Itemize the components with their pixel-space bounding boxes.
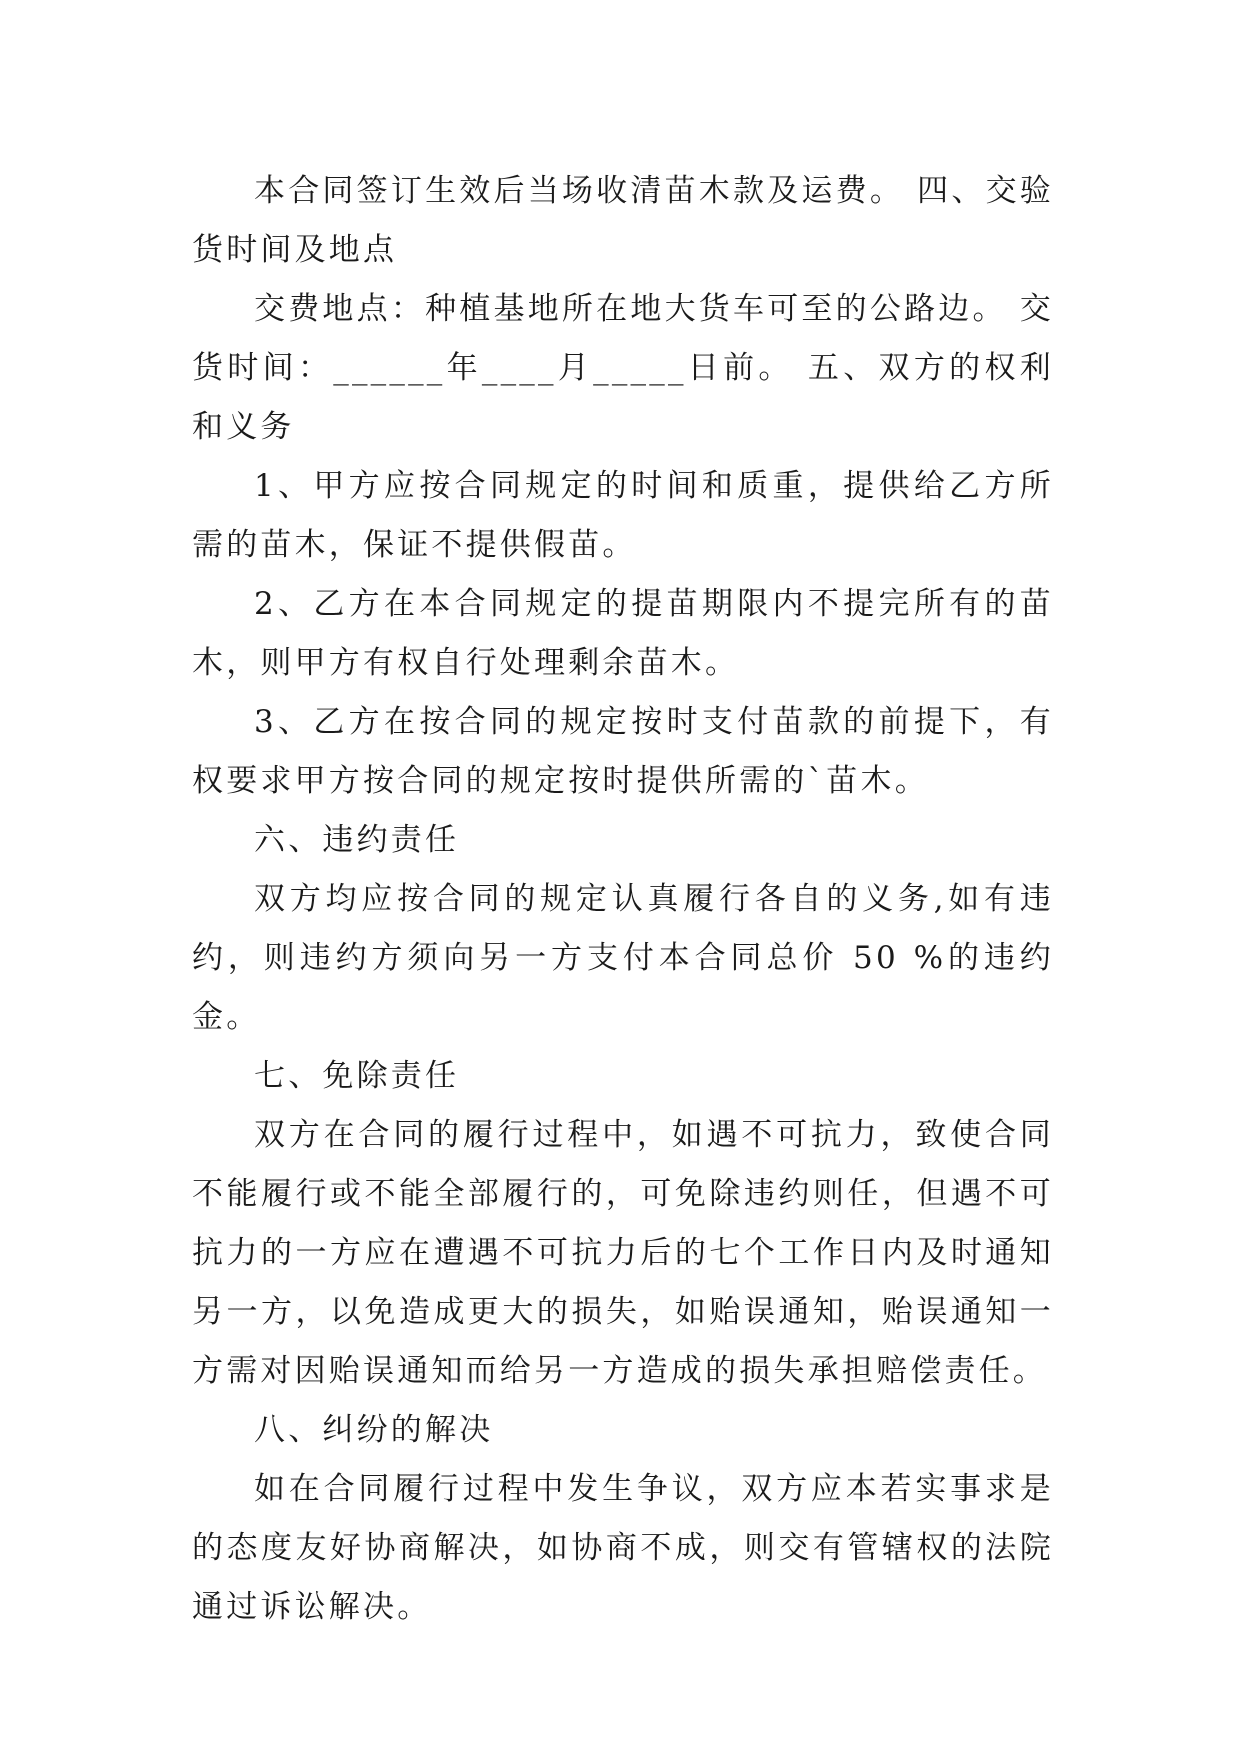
paragraph-payment-and-delivery-heading: 本合同签订生效后当场收清苗木款及运费。 四、交验货时间及地点 (192, 173, 1054, 268)
document-body (192, 162, 1054, 1637)
paragraph-dispute: 如在合同履行过程中发生争议，双方应本若实事求是的态度友好协商解决，如协商不成，则交有管辖权的法院通过诉讼解决。 (192, 1471, 1054, 1625)
section-heading-exemption: 七、免除责任 (254, 1058, 460, 1094)
paragraph-delivery-place-and-time: 交费地点：种植基地所在地大货车可至的公路边。 交货时间：______年____月_____日前。 五、双方的权利和义务 (192, 291, 1054, 445)
paragraph-obligation-1: 1、甲方应按合同规定的时间和质重，提供给乙方所需的苗木，保证不提供假苗。 (192, 468, 1054, 563)
paragraph-breach: 双方均应按合同的规定认真履行各自的义务,如有违约，则违约方须向另一方支付本合同总价 50 %的违约金。 (192, 881, 1054, 1035)
paragraph-obligation-2: 2、乙方在本合同规定的提苗期限内不提完所有的苗木，则甲方有权自行处理剩余苗木。 (192, 586, 1054, 681)
paragraph-obligation-3: 3、乙方在按合同的规定按时支付苗款的前提下，有权要求甲方按合同的规定按时提供所需的`苗木。 (192, 704, 1054, 799)
paragraph-exemption: 双方在合同的履行过程中，如遇不可抗力，致使合同不能履行或不能全部履行的，可免除违约则任，但遇不可抗力的一方应在遭遇不可抗力后的七个工作日内及时通知另一方，以免造成更大的损失，如贻误通知，贻误通知一方需对因贻误通知而给另一方造成的损失承担赔偿责任。 (192, 1117, 1054, 1389)
section-heading-dispute: 八、纠纷的解决 (254, 1412, 494, 1448)
section-heading-breach: 六、违约责任 (254, 822, 460, 858)
